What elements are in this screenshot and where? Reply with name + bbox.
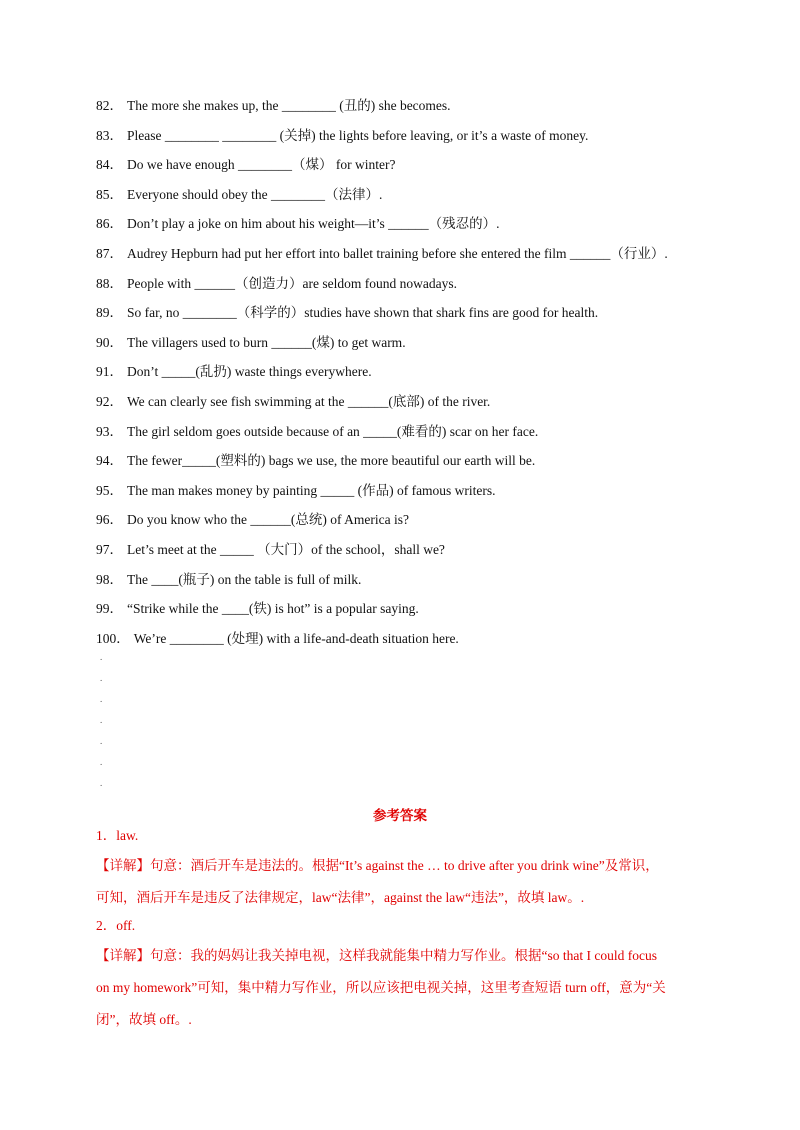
question-text: Let’s meet at the _____ （大门）of the school，shall we?: [127, 541, 445, 557]
question-text: We can clearly see fish swimming at the ______(底部) of the river.: [127, 393, 491, 409]
question-text: We’re ________ (处理) with a life-and-death situation here.: [133, 630, 459, 646]
question-item: 85． Everyone should obey the ________（法律）.: [96, 186, 383, 202]
question-text: The villagers used to burn ______(煤) to get warm.: [127, 334, 406, 350]
question-text: The more she makes up, the ________ (丑的) she becomes.: [127, 98, 451, 113]
question-item: 94． The fewer_____(塑料的) bags we use, the more beautiful our earth will be.: [96, 453, 536, 469]
paragraph-mark: .: [100, 778, 103, 788]
paragraph-mark: .: [100, 652, 103, 662]
question-text: The ____(瓶子) on the table is full of milk.: [127, 571, 362, 587]
question-text: Don’t _____(乱扔) waste things everywhere.: [127, 364, 372, 380]
answer-detail-line: on my homework”可知，集中精力写作业，所以应该把电视关掉，这里考查短语 turn off，意为“关: [96, 980, 666, 995]
question-text: Do we have enough ________（煤） for winter?: [127, 157, 396, 173]
paragraph-mark: .: [100, 736, 103, 746]
question-item: 88． People with ______（创造力）are seldom found nowadays.: [96, 275, 457, 291]
answer-list: [96, 826, 706, 1036]
blank-paragraph-marks: [100, 650, 102, 797]
question-item: 92． We can clearly see fish swimming at the ______(底部) of the river.: [96, 393, 491, 409]
answer-number: 1．law.: [96, 828, 139, 843]
question-item: 99． “Strike while the ____(铁) is hot” is a popular saying.: [96, 601, 419, 617]
question-item: 95． The man makes money by painting _____ (作品) of famous writers.: [96, 482, 496, 498]
question-text: Please ________ ________ (关掉) the lights before leaving, or it’s a waste of money.: [127, 127, 589, 143]
question-text: The man makes money by painting _____ (作品) of famous writers.: [127, 482, 496, 498]
question-text: Audrey Hepburn had put her effort into ballet training before she entered the film ______（行业）.: [127, 245, 668, 261]
question-item: 89． So far, no ________（科学的）studies have shown that shark fins are good for health.: [96, 305, 599, 321]
question-text: The fewer_____(塑料的) bags we use, the more beautiful our earth will be.: [127, 453, 536, 469]
question-item: 98． The ____(瓶子) on the table is full of milk.: [96, 571, 362, 587]
question-item: 87． Audrey Hepburn had put her effort into ballet training before she entered the film ______（行业）.: [96, 245, 668, 261]
question-item: 86． Don’t play a joke on him about his weight—it’s ______（残忍的）.: [96, 216, 500, 232]
paragraph-mark: .: [100, 694, 103, 704]
question-text: So far, no ________（科学的）studies have shown that shark fins are good for health.: [127, 305, 599, 321]
question-item: 90． The villagers used to burn ______(煤) to get warm.: [96, 334, 406, 350]
question-item: 97． Let’s meet at the _____ （大门）of the school，shall we?: [96, 541, 445, 557]
question-text: “Strike while the ____(铁) is hot” is a popular saying.: [127, 601, 419, 617]
answer-number: 2．off.: [96, 918, 136, 933]
question-item: 96． Do you know who the ______(总统) of America is?: [96, 512, 409, 528]
question-text: People with ______（创造力）are seldom found nowadays.: [127, 275, 457, 291]
question-text: Do you know who the ______(总统) of America is?: [127, 512, 409, 528]
question-text: Everyone should obey the ________（法律）.: [127, 186, 383, 202]
question-item: 93． The girl seldom goes outside because of an _____(难看的) scar on her face.: [96, 423, 539, 439]
paragraph-mark: .: [100, 673, 103, 683]
answers-heading: 参考答案: [373, 808, 427, 823]
question-item: 83． Please ________ ________ (关掉) the lights before leaving, or it’s a waste of money.: [96, 127, 589, 143]
question-list: [96, 94, 736, 656]
question-text: The girl seldom goes outside because of an _____(难看的) scar on her face.: [127, 423, 539, 439]
paragraph-mark: .: [100, 715, 103, 725]
paragraph-mark: .: [100, 757, 103, 767]
answer-detail-line: 【详解】句意：酒后开车是违法的。根据“It’s against the … to drive after you drink wine”及常识，: [96, 858, 659, 873]
question-item: 100． We’re ________ (处理) with a life-and-death situation here.: [96, 630, 459, 646]
answer-detail-line: 【详解】句意：我的妈妈让我关掉电视，这样我就能集中精力写作业。根据“so that I could focus: [96, 948, 657, 963]
answer-detail-line: 可知，酒后开车是违反了法律规定，law“法律”，against the law“违法”，故填 law。.: [96, 890, 585, 905]
question-item: 82． The more she makes up, the ________ (丑的) she becomes.: [96, 98, 451, 113]
question-text: Don’t play a joke on him about his weight—it’s ______（残忍的）.: [127, 216, 500, 232]
question-item: 91． Don’t _____(乱扔) waste things everywhere.: [96, 364, 372, 380]
question-item: 84． Do we have enough ________（煤） for winter?: [96, 157, 396, 173]
answer-detail-line: 闭”，故填 off。.: [96, 1012, 192, 1027]
